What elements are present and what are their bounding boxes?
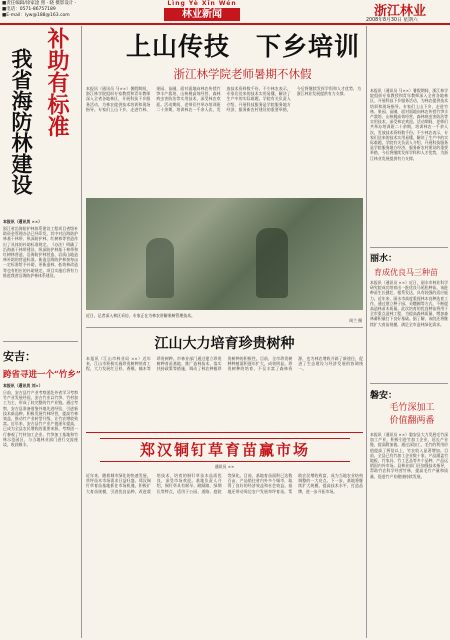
photo-credit: 周兰 摄 [349,318,362,323]
section-title: 林业新闻 [164,8,240,21]
lishui-rule [370,247,448,248]
left-divider [3,341,78,342]
middle-headline: 江山大力培育珍贵树种 [154,336,295,352]
anji-body: 日前，安吉县竹产业考察团赴外省学习考察竹产业发展经验。安吉竹业以竹笋、竹材加工为主，形成了较完整的竹产业链。通过考察，安吉县准备借鉴外地先进经验，引进新技术新品种，积极发展竹林经营，提高竹林效益，推动竹产业转型升级，让竹农增收致富。近年来，安吉县竹产业产值逐年提高，已成为全县农民增收的重要来源。考察团一行参观了竹材加工企业、竹笋加工基地和竹林示范园区，与当地林业部门进行交流座谈，收获颇丰。 [3,390,78,448]
top-headline: 上山传技 下乡培训 [125,32,360,61]
top-subheadline: 浙江林学院老师暑期不休假 [173,67,312,81]
bottom-body: 近年来，随着城市绿化的快速发展，草坪苗木市场需求日益旺盛。郑汉铜钉草育苗基地抓住市场机遇，积极扩大育苗规模，引进优良品种，改进栽培技术，培育的铜钉草苗木品质优良，深受市场欢迎。基地负责人介绍，铜钉草具有耐旱、耐踩踏、绿期长等特点，适用于公园、道路、庭院等绿化。目前，基地育苗面积已达数百亩，产品销往省内外多个城市，取得了良好的经济效益和社会效益。基地还带动周边农户发展草坪育苗，帮助农民增收致富，成为当地农业结构调整的一大亮点。下一步，基地将继续扩大规模，提高技术水平，打造品牌，进一步开拓市场。 [86,473,363,494]
bottom-headline-box [100,438,350,462]
middle-top-rule [86,327,363,328]
anji-sub: 跨省寻进一个“竹乡” [3,370,81,380]
editor-info [2,1,132,19]
section-pinyin: Lìng Yè Xīn Wén [167,0,237,7]
bottom-top-rule [86,432,363,433]
paper-name: 浙江林业 [374,4,427,19]
right-vertical-rule [366,26,367,638]
photo-figure-2 [146,238,174,298]
lishui-head: 丽水： [370,254,398,264]
left-vertical-rule [81,26,82,638]
anji-head: 安吉： [3,350,36,363]
email-line: ■E-mail：lyw@188@163.com [2,13,70,18]
middle-body: 本报讯（江山市林业局 ××）近年来，江山市积极实施珍贵树种培育工程，大力发展红豆杉、香榧、楠木等珍贵树种。市林业部门通过建立珍贵树种育苗基地、推广造林技术、落实扶持政策等措施，调动了林农种植珍贵树种的积极性。目前，全市珍贵树种种植面积逐年扩大，成效明显。珍贵树种的培育，不仅丰富了森林资源，也为林农增收开辟了新途径，促进了生态建设与经济发展的协调统一。 [86,356,363,372]
anji-byline: 本报讯（通讯员 刘×） [3,383,43,388]
photo-figure [256,228,288,298]
right-top-body: 本报讯（通讯员 马××）暑假期间，浙江林学院组织专家教授和青年教师深入全省各地林区，开展科技下乡服务活动，为林农提供技术培训和现场指导。专家们上山下乡，走进竹林、果园、苗圃，面对面地向林农传授竹笋丰产栽培、山核桃高效经营、森林病虫害防治等实用技术，深受林农欢迎。活动期间，老师们共举办培训班二十余期，培训林农一千余人次，发放技术资料数千份。不少林农表示，专家们送来的技术实用易懂，解决了生产中的实际难题。学院有关负责人介绍，开展科技服务是学院服务地方经济、服务新农村建设的重要举措，今后将继续发挥学科和人才优势，为浙江林业发展提供有力支撑。 [370,88,448,161]
lishui-sub: 育成优良马三种苗 [374,268,438,277]
panan-sub-display: 毛竹深加工价值翻两番 [389,403,435,426]
photo-caption: 近日，记者深入林区采访，专家正在为林农讲解果树管理技术。 [86,313,195,318]
left-headline: 我省海防林建设 [9,48,34,195]
panan-head: 磐安： [370,391,398,401]
left-subhead: 补助有标准 [44,27,70,137]
top-photo [86,198,363,310]
bottom-byline: 通讯员 ×× [214,464,235,469]
lishui-body: 本报讯（通讯员 ××）近日，丽水市林业科学研究院成功培育出一批优良马尾松种苗。该批种苗生长健壮，根系发达，具有较强的适应能力。近年来，丽水市高度重视林木良种选育工作，通过建立种子园、采穗圃等方式，不断提高造林苗木质量。此次培育的优良种苗将用于全市重点造林工程，为提高森林质量、增加森林蓄积量打下良好基础。据了解，该院还将继续扩大育苗规模，满足全市造林绿化需求。 [370,280,448,327]
phone-line: ■电话：0571-86757189 [2,7,56,12]
left-byline: 本报讯（通讯员 ××） [3,219,42,224]
editor-line: ■责任编辑/徐家淦 照 · 晓 摄影设计 · [2,1,77,6]
panan-body: 本报讯（通讯员 ××）磐安县大力发展毛竹深加工产业，积极引进竹加工企业，延长产业链，提高附加值。通过深加工，毛竹的利用价值提高了两倍以上，竹农收入显著增加。目前，全县已有竹加工企业数十家，产品涵盖竹地板、竹家具、竹工艺品等多个品种，产品远销国内外市场。县林业部门还加强技术指导，帮助竹农科学经营竹林，提高毛竹产量和质量，促进竹产业健康持续发展。 [370,432,448,479]
date-line: 2008年8月30日 星期六 [366,18,418,23]
panan-rule [370,383,448,384]
left-body: 浙江省沿海防护林体系建设工程项目省级补助资金管理办法已经印发。其中对沿海防护林基干林带、纵深防护林、红树林等营造作出了具体的补助标准规定。《办法》明确了沿海基干林带建设、纵深防护林基干林带和红树林营造、沿海防护林营造、岩质山地造林补助的营造标准。新造沿海防护林按每亩一定标准给予补助，更新造林、低效林改造等也有相应的补助规定。项目实施后将有力推进我省沿海防护林体系建设。 [3,226,78,278]
bottom-headline: 郑汉铜钉草育苗赢市场 [139,441,310,459]
masthead-rule [0,23,450,25]
top-body: 本报讯（通讯员 马××）暑假期间，浙江林学院组织专家教授和青年教师深入全省各地林区，开展科技下乡服务活动，为林农提供技术培训和现场指导。专家们上山下乡，走进竹林、果园、苗圃，面对面地向林农传授竹笋丰产栽培、山核桃高效经营、森林病虫害防治等实用技术，深受林农欢迎。活动期间，老师们共举办培训班二十余期，培训林农一千余人次，发放技术资料数千份。不少林农表示，专家们送来的技术实用易懂，解决了生产中的实际难题。学院有关负责人介绍，开展科技服务是学院服务地方经济、服务新农村建设的重要举措，今后将继续发挥学科和人才优势，为浙江林业发展提供有力支撑。 [86,86,361,112]
